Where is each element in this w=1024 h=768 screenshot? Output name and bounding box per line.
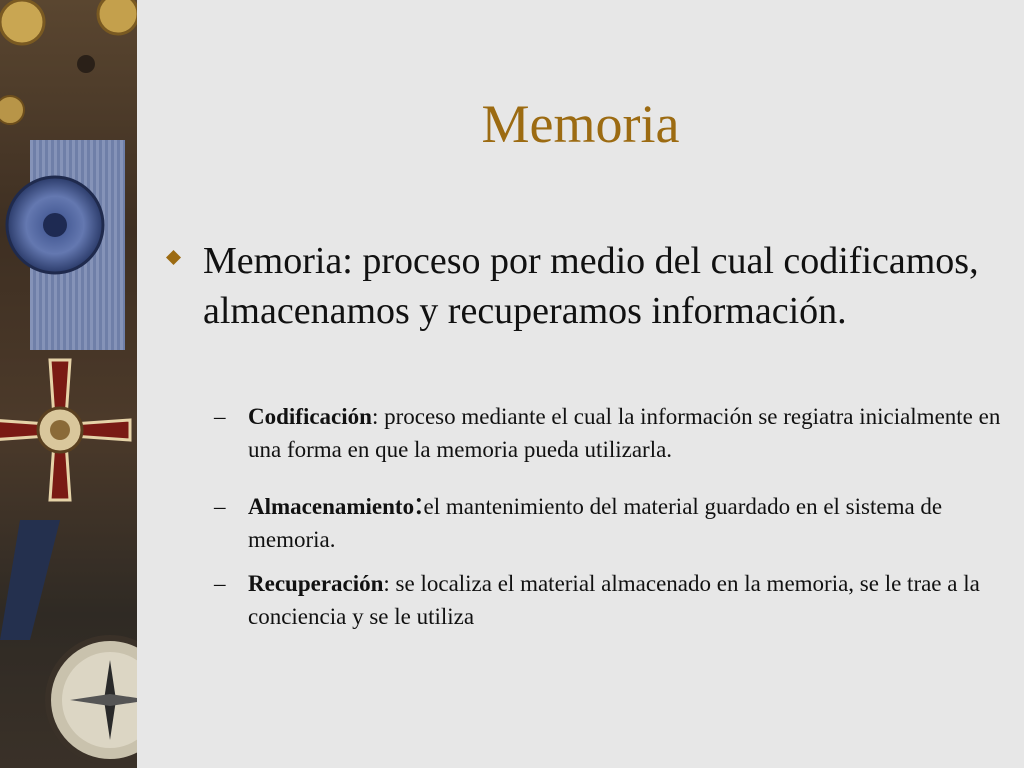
main-bullet-text: Memoria: proceso por medio del cual codificamos, almacenamos y recuperamos información. [203, 240, 979, 332]
diamond-bullet-icon [166, 250, 181, 265]
sidebar-decorative-image [0, 0, 137, 768]
colon-almacenamiento: : [414, 485, 424, 522]
term-recuperacion: Recuperación [248, 571, 384, 596]
dash-marker: – [214, 494, 226, 519]
sub-bullet-almacenamiento [214, 485, 1004, 556]
medals-illustration [0, 0, 137, 768]
sub-bullet-codificacion [214, 400, 1004, 466]
dash-marker: – [214, 404, 226, 429]
slide-title: Memoria [481, 94, 680, 154]
sub-bullet-recuperacion [214, 567, 1004, 633]
definition-recuperacion: : se localiza el material almacenado en la memoria, se le trae a la conciencia y se le utiliza [248, 571, 980, 629]
dash-marker: – [214, 571, 226, 596]
definition-codificacion: : proceso mediante el cual la información se regiatra inicialmente en una forma en que la memoria pueda utilizarla. [248, 404, 1001, 462]
term-codificacion: Codificación [248, 404, 372, 429]
definition-almacenamiento: el mantenimiento del material guardado en el sistema de memoria. [248, 494, 943, 552]
term-almacenamiento: Almacenamiento [248, 494, 415, 519]
main-bullet [166, 236, 996, 336]
